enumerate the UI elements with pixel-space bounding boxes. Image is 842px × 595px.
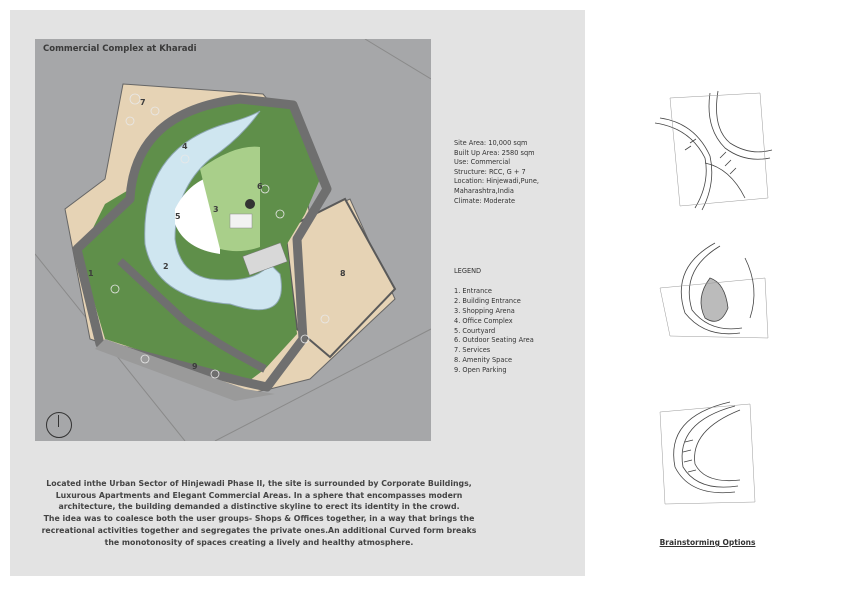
- legend-item: 3. Shopping Arena: [454, 306, 515, 315]
- site-info: [454, 139, 574, 206]
- site-info-structure: Structure: RCC, G + 7: [454, 167, 526, 176]
- north-arrow-icon: [46, 412, 72, 438]
- site-plan: [35, 39, 431, 441]
- legend-item: 6. Outdoor Seating Area: [454, 336, 534, 345]
- site-info-climate: Climate: Moderate: [454, 196, 516, 205]
- legend-item: 5. Courtyard: [454, 326, 496, 335]
- legend: [454, 267, 574, 376]
- plan-title: Commercial Complex at Kharadi: [43, 44, 197, 54]
- legend-item: 8. Amenity Space: [454, 356, 513, 365]
- brainstorm-sketch-3: [650, 392, 760, 512]
- plan-label-1: 1: [88, 269, 94, 278]
- legend-item: 4. Office Complex: [454, 316, 513, 325]
- plan-label-9: 9: [192, 362, 198, 371]
- plan-label-8: 8: [340, 269, 346, 278]
- site-plan-drawing: [35, 39, 431, 441]
- brainstorm-sketch-1: [650, 88, 775, 213]
- plan-label-7: 7: [140, 98, 146, 107]
- site-info-area: Site Area: 10,000 sqm: [454, 139, 528, 147]
- legend-title: LEGEND: [454, 267, 482, 275]
- legend-item: 1. Entrance: [454, 286, 492, 295]
- plan-label-6: 6: [257, 182, 263, 191]
- project-description: [40, 478, 478, 548]
- plan-label-5: 5: [175, 212, 181, 221]
- plan-label-4: 4: [182, 142, 188, 151]
- brainstorm-sketch-2: [650, 238, 775, 343]
- plan-label-3: 3: [213, 205, 219, 214]
- legend-item: 9. Open Parking: [454, 366, 507, 375]
- site-info-location: Location: Hinjewadi,Pune,: [454, 177, 539, 186]
- site-info-built-up: Built Up Area: 2580 sqm: [454, 148, 535, 157]
- description-paragraph-2: The idea was to coalesce both the user groups- Shops & Offices together, in a way that brings the recreational activities together and segregates the private ones.An additional Curved form breaks the monotonosity of spaces creating a lively and healthy atmosphere.: [41, 514, 477, 547]
- description-paragraph-1: Located inthe Urban Sector of Hinjewadi Phase II, the site is surrounded by Corporate Buildings, Luxurous Apartments and Elegant Commercial Areas. In a sphere that encompasses modern architecture, the building demanded a distinctive skyline to erect its identity in the crowd.: [46, 479, 472, 512]
- site-info-use: Use: Commercial: [454, 158, 511, 167]
- legend-item: 7. Services: [454, 346, 491, 355]
- site-info-location-2: Maharashtra,India: [454, 186, 514, 195]
- plan-label-2: 2: [163, 262, 169, 271]
- legend-item: 2. Building Entrance: [454, 296, 521, 305]
- brainstorm-title: Brainstorming Options: [659, 538, 756, 547]
